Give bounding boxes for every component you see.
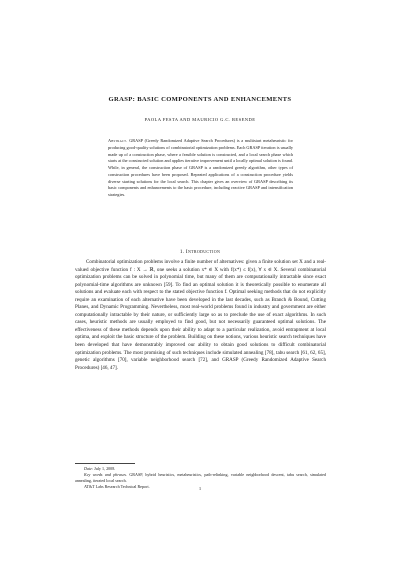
keywords-label: Key words and phrases. — [84, 471, 128, 477]
keywords-value: GRASP, hybrid heuristics, metaheuristics, path-relinking, variable neighborhood descent, tabu search, simulated annealing, iterated local search. — [75, 471, 326, 483]
footnote-keywords — [75, 472, 326, 484]
introduction-paragraph: Combinatorial optimization problems involve a finite number of alternatives: given a finite solution set X and a real-valued objective function f : X → ℝ, one seeks a solution x* ∈ X with f(x*) ≤ f(x), ∀ x ∈ X. Several combinatorial optimization problems can be solved in polynomial time, but many of them are computationally intractable since exact polynomial-time algorithms are unknown [59]. To find an optimal solution it is theoretically possible to enumerate all solutions and evaluate each with respect to the stated objective function f. Optimal seeking methods that do not explicitly require an examination of each alternative have been developed in the last decades, such as Branch & Bound, Cutting Planes, and Dynamic Programming. Nevertheless, most real-world problems found in industry and government are either computationally intractable by their nature, or sufficiently large so as to preclude the use of exact algorithms. In such cases, heuristic methods are usually employed to find good, but not necessarily guaranteed optimal solutions. The effectiveness of these methods depends upon their ability to adapt to a particular realization, avoid entrapment at local optima, and exploit the basic structure of the problem. Building on these notions, various heuristic search techniques have been developed that have demonstrably improved our ability to obtain good solutions to difficult combinatorial optimization problems. The most promising of such techniques include simulated annealing [78], tabu search [61, 62, 65], genetic algorithms [70], variable neighborhood search [72], and GRASP (Greedy Randomized Adaptive Search Procedures) [46, 47]. — [75, 259, 326, 371]
abstract — [108, 138, 293, 199]
footnote-divider — [75, 463, 135, 464]
paper-authors: PAOLA FESTA AND MAURICIO G.C. RESENDE — [144, 117, 256, 122]
footnote-report: AT&T Labs Research Technical Report. — [84, 483, 150, 489]
abstract-label: Abstract. — [108, 138, 128, 143]
section-heading-introduction: 1. Introduction — [179, 249, 221, 255]
page-number: 1 — [198, 486, 202, 491]
paper-title: GRASP: BASIC COMPONENTS AND ENHANCEMENTS — [108, 96, 292, 103]
date-value: : July 1, 2008. — [91, 466, 116, 471]
date-label: Date — [84, 466, 92, 471]
abstract-text: GRASP (Greedy Randomized Adaptive Search Procedures) is a multistart metaheuristic for producing good-quality solutions of combinatorial optimization problems. Each GRASP iteration is usually made up of a construction phase, where a feasible solution is constructed, and a local search phase which starts at the constructed solution and applies iterative improvement until a locally optimal solution is found. While, in general, the construction phase of GRASP is a randomized greedy algorithm, other types of construction procedures have been proposed. Repeated applications of a construction procedure yields diverse starting solutions for the local search. This chapter gives an overview of GRASP describing its basic components and enhancements to the basic procedure, including reactive GRASP and intensification strategies. — [108, 138, 293, 197]
